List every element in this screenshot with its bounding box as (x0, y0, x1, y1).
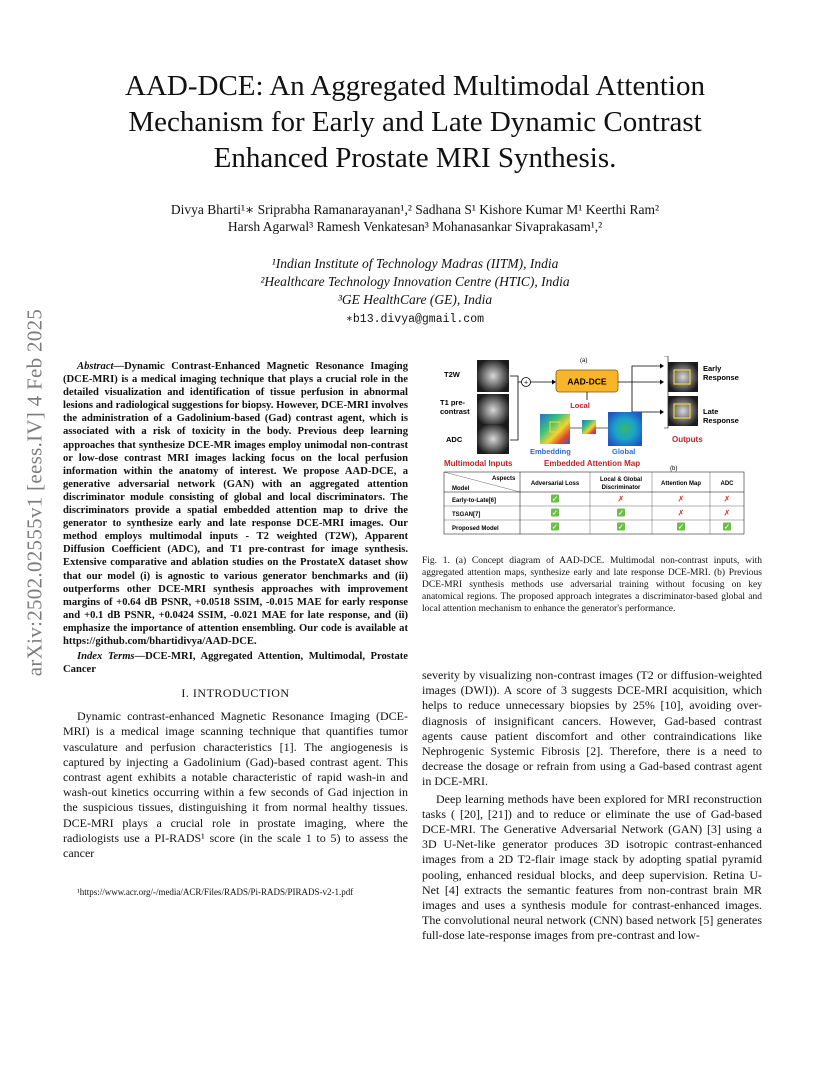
aad-dce-label: AAD-DCE (567, 376, 607, 387)
input-label-t2w: T2W (444, 370, 460, 379)
title-line-3: Enhanced Prostate MRI Synthesis. (213, 142, 617, 174)
check-icon: ✓ (617, 508, 625, 518)
input-label-adc: ADC (446, 435, 463, 444)
outputs-label: Outputs (672, 435, 703, 444)
global-label: Global (612, 447, 636, 456)
local-map (582, 420, 596, 434)
cross-icon: ✗ (677, 508, 685, 518)
early-response-image (668, 362, 698, 392)
cross-icon: ✗ (723, 494, 731, 504)
right-paragraph-1: severity by visualizing non-contrast images (T2 or diffusion-weighted images (DWI)). A score of 3 suggests DCE-MRI acquisition, which helps to reduce unnecessary biopsies by 25% [10], avoiding over-diagnosis of insignificant cancers. However, Gad-based contrast agents cause patient discomfort and other contraindications like Nephrogenic Systemic Fibrosis [2]. Therefore, there is a need to decrease the dosage or refrain from using a Gad-based contrast agent in DCE-MRI. (422, 668, 762, 789)
check-icon: ✓ (551, 494, 559, 504)
table-header-attention: Attention Map (661, 481, 701, 487)
abstract-text: —Dynamic Contrast-Enhanced Magnetic Resonance Imaging (DCE-MRI) is a medical imaging technique that plays a crucial role in the detailed visualization and identification of tissue perfusion in abnormal lesions and radiological suggestions for biopsy. However, DCE-MRI involves the administration of a Gadolinium-based (Gad) contrast agent, which is associated with a risk of toxicity in the body. Previous deep learning approaches that synthesize DCE-MR images employ unimodal non-contrast or low-dose contrast MRI images lacking focus on the local perfusion information within the anatomy of interest. We propose AAD-DCE, a generative adversarial network (GAN) with an aggregated attention discriminator module consisting of global and local discriminators. The discriminators provide a spatial embedded attention map to drive the generator to synthesize early and late response DCE-MRI images. Our method employs multimodal inputs - T2 weighted (T2W), Apparent Diffusion Coefficient (ADC), and T1 pre-contrast for image synthesis. Extensive comparative and ablation studies on the ProstateX dataset show that our model (i) is agnostic to various generator benchmarks and (ii) outperforms other DCE-MRI synthesis approaches with improvement margins of +0.64 dB PSNR, +0.0518 SSIM, -0.015 MAE for early response and +0.1 dB PSNR, +0.0424 SSIM, -0.021 MAE for late response, and (ii) emphasize the importance of attention ensembling. Our code is available at https://github.com/bhartidivya/AAD-DCE. (63, 361, 408, 647)
local-label: Local (570, 401, 590, 410)
global-map (608, 412, 642, 446)
table-header-adc: ADC (720, 481, 734, 487)
title-line-2: Mechanism for Early and Late Dynamic Contrast (128, 106, 702, 138)
check-icon: ✓ (723, 522, 731, 532)
right-paragraph-2: Deep learning methods have been explored for MRI reconstruction tasks ( [20], [21]) and to reduce or eliminate the use of Gad-based DCE-MRI. The Generative Adversarial Network (GAN) [3] using a 3D U-Net-like generator produces 3D isotropic contrast-enhanced images from a 2D T2-flair image stack by adopting spatial pyramid pooling, enhanced residual blocks, and deep supervision. Retina U-Net [4] extracts the semantic features from non-contrast brain MR images and uses a synthesis module for contrast-enhanced images. The convolutional neural network (CNN) based network [5] generates full-dose late-response images from pre-contrast and low- (422, 791, 762, 943)
index-terms-text: —DCE-MRI, Aggregated Attention, Multimodal, Prostate Cancer (63, 651, 408, 676)
authors-line-2: Harsh Agarwal³ Ramesh Venkatesan³ Mohanasankar Sivaprakasam¹,² (227, 219, 603, 234)
input-label-t1: T1 pre-contrast (440, 398, 470, 416)
comparison-table (444, 472, 744, 534)
figure-1 (422, 356, 762, 542)
embedding-label: Embedding (530, 447, 571, 456)
index-terms (63, 650, 408, 676)
t1-image (477, 394, 509, 426)
figure-label-b: (b) (670, 466, 678, 472)
index-terms-label: Index Terms (77, 651, 135, 663)
table-corner-model: Model (452, 486, 470, 492)
affiliation-1: ¹Indian Institute of Technology Madras (IITM), India (271, 256, 559, 271)
cross-icon: ✗ (723, 508, 731, 518)
check-icon: ✓ (551, 522, 559, 532)
late-response-image (668, 396, 698, 426)
intro-paragraph-1: Dynamic contrast-enhanced Magnetic Resonance Imaging (DCE-MRI) is a medical image scanning technique that quantifies tumor vasculature and perfusion characteristics [1]. The angiogenesis is captured by injecting a Gadolinium (Gad)-based contrast agent. This contrast agent exhibits a notable characteristic of rapid wash-in and wash-out kinetics occurring within a few seconds of Gad injection in the suspicious tissues, distinguishing it from normal healthy tissues. DCE-MRI plays a crucial role in prostate imaging, where the radiologists use a PI-RADS¹ score (in the scale 1 to 5) to assess the cancer (63, 709, 408, 861)
figure-caption: Fig. 1. (a) Concept diagram of AAD-DCE. Multimodal non-contrast inputs, with aggregated attention maps, synthesize early and late response DCE-MRI. (b) Previous DCE-MRI synthesis methods use adversarial training without focusing on key anatomical regions. The proposed approach integrates a discriminator-based global and local attention mechanism to enhance the generator's performance. (422, 556, 762, 614)
email: ∗b13.divya@gmail.com (345, 313, 485, 326)
early-response-label: Early Response (703, 364, 739, 382)
affiliation-2: ²Healthcare Technology Innovation Centre (HTIC), India (260, 274, 570, 289)
right-column (422, 668, 762, 944)
footnote: ¹https://www.acr.org/-/media/ACR/Files/RADS/Pi-RADS/PIRADS-v2-1.pdf (77, 887, 354, 898)
embedded-attention-map-label: Embedded Attention Map (544, 459, 641, 468)
svg-text:+: + (523, 379, 529, 387)
check-icon: ✓ (677, 522, 685, 532)
paper-title (60, 68, 770, 176)
table-row-1-model: Early-to-Late[6] (452, 498, 497, 504)
table-corner-aspects: Aspects (492, 476, 516, 482)
check-icon: ✓ (551, 508, 559, 518)
check-icon: ✓ (617, 522, 625, 532)
figure-label-a: (a) (580, 358, 588, 364)
embedding-map (540, 414, 570, 444)
affiliation-3: ³GE HealthCare (GE), India (337, 292, 493, 307)
cross-icon: ✗ (617, 494, 625, 504)
section-heading: I. INTRODUCTION (181, 686, 290, 701)
abstract (63, 360, 408, 648)
cross-icon: ✗ (677, 494, 685, 504)
table-header-discriminator: Local & Global Discriminator (599, 477, 643, 491)
adc-image (477, 424, 509, 454)
left-column (63, 360, 408, 898)
table-row-3-model: Proposed Model (452, 526, 499, 532)
t2w-image (477, 360, 509, 392)
table-header-adversarial: Adversarial Loss (530, 481, 580, 487)
abstract-label: Abstract (77, 361, 114, 372)
multimodal-inputs-label: Multimodal Inputs (444, 459, 513, 468)
authors-line-1: Divya Bharti¹∗ Sriprabha Ramanarayanan¹,² Sadhana S¹ Kishore Kumar M¹ Keerthi Ram² (170, 202, 660, 217)
late-response-label: Late Response (703, 407, 739, 425)
title-line-1: AAD-DCE: An Aggregated Multimodal Attention (125, 70, 705, 102)
arxiv-identifier: arXiv:2502.02555v1 [eess.IV] 4 Feb 2025 (22, 308, 47, 677)
table-row-2-model: TSGAN[7] (452, 512, 481, 518)
